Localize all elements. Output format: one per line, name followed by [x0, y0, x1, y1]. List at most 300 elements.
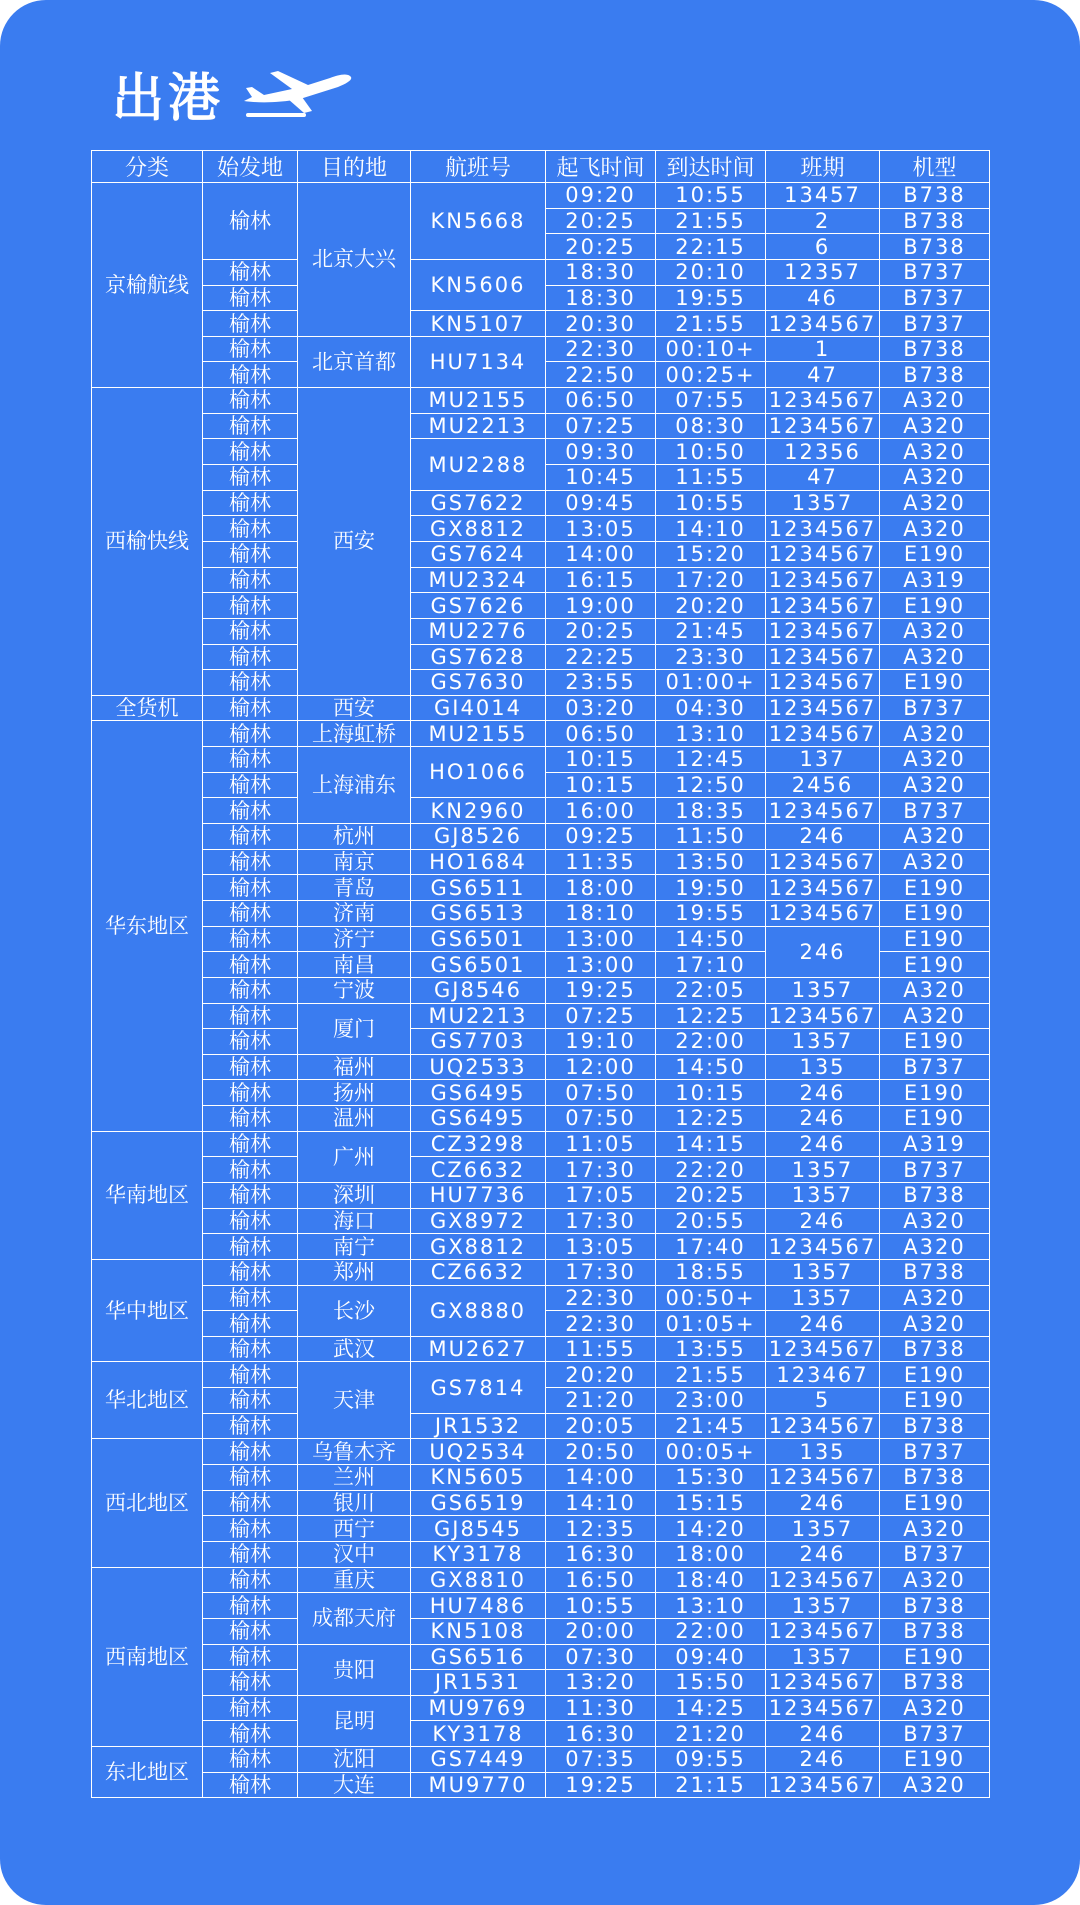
header-arrival-time: 到达时间 — [656, 151, 766, 183]
origin-cell: 榆林 — [203, 1029, 298, 1055]
schedule-days-cell: 1234567 — [766, 1618, 880, 1644]
schedule-days-cell: 2 — [766, 208, 880, 234]
flight-number-cell: KY3178 — [411, 1541, 546, 1567]
destination-cell: 汉中 — [298, 1541, 411, 1567]
aircraft-type-cell: E190 — [880, 926, 990, 952]
category-cell: 西榆快线 — [92, 388, 203, 696]
destination-cell: 昆明 — [298, 1695, 411, 1746]
schedule-days-cell: 1234567 — [766, 1336, 880, 1362]
table-row — [92, 1567, 990, 1593]
arrival-time-cell: 13:50 — [656, 849, 766, 875]
table-row — [92, 721, 990, 747]
table-row — [92, 1670, 990, 1696]
aircraft-type-cell: B738 — [880, 1182, 990, 1208]
destination-cell: 济南 — [298, 900, 411, 926]
arrival-time-cell: 10:55 — [656, 183, 766, 209]
flight-number-cell: MU2324 — [411, 567, 546, 593]
table-row — [92, 1106, 990, 1132]
origin-cell: 榆林 — [203, 875, 298, 901]
flight-number-cell: GS6501 — [411, 926, 546, 952]
arrival-time-cell: 21:15 — [656, 1772, 766, 1798]
destination-cell: 银川 — [298, 1490, 411, 1516]
departure-time-cell: 07:25 — [546, 413, 656, 439]
arrival-time-cell: 15:20 — [656, 541, 766, 567]
arrival-time-cell: 20:55 — [656, 1208, 766, 1234]
departure-time-cell: 19:10 — [546, 1029, 656, 1055]
departure-time-cell: 20:05 — [546, 1413, 656, 1439]
flight-number-cell: GS6513 — [411, 900, 546, 926]
arrival-time-cell: 17:40 — [656, 1234, 766, 1260]
origin-cell: 榆林 — [203, 1131, 298, 1157]
departure-time-cell: 16:30 — [546, 1721, 656, 1747]
origin-cell: 榆林 — [203, 1439, 298, 1465]
header — [112, 58, 356, 128]
arrival-time-cell: 15:30 — [656, 1465, 766, 1491]
departure-time-cell: 07:50 — [546, 1106, 656, 1132]
departure-time-cell: 14:10 — [546, 1490, 656, 1516]
table-row — [92, 439, 990, 465]
origin-cell: 榆林 — [203, 1388, 298, 1414]
departure-time-cell: 20:25 — [546, 234, 656, 260]
schedule-days-cell: 1234567 — [766, 1234, 880, 1260]
departure-time-cell: 13:05 — [546, 516, 656, 542]
header-aircraft-type: 机型 — [880, 151, 990, 183]
origin-cell: 榆林 — [203, 1567, 298, 1593]
flight-number-cell: KN5668 — [411, 183, 546, 260]
flight-number-cell: GS7630 — [411, 670, 546, 696]
table-row — [92, 824, 990, 850]
origin-cell: 榆林 — [203, 490, 298, 516]
arrival-time-cell: 12:25 — [656, 1106, 766, 1132]
schedule-days-cell: 135 — [766, 1054, 880, 1080]
table-row — [92, 1618, 990, 1644]
flight-number-cell: GJ8546 — [411, 977, 546, 1003]
destination-cell: 天津 — [298, 1362, 411, 1439]
schedule-days-cell: 246 — [766, 1106, 880, 1132]
departure-time-cell: 09:45 — [546, 490, 656, 516]
flight-number-cell: MU9769 — [411, 1695, 546, 1721]
aircraft-type-cell: E190 — [880, 593, 990, 619]
schedule-days-cell: 1234567 — [766, 695, 880, 721]
aircraft-type-cell: A320 — [880, 772, 990, 798]
destination-cell: 北京首都 — [298, 336, 411, 387]
aircraft-type-cell: A320 — [880, 1516, 990, 1542]
schedule-days-cell: 1234567 — [766, 413, 880, 439]
aircraft-type-cell: B738 — [880, 1413, 990, 1439]
table-row — [92, 388, 990, 414]
departure-time-cell: 20:50 — [546, 1439, 656, 1465]
origin-cell: 榆林 — [203, 1516, 298, 1542]
departure-time-cell: 10:15 — [546, 772, 656, 798]
aircraft-type-cell: A320 — [880, 618, 990, 644]
table-row — [92, 1772, 990, 1798]
arrival-time-cell: 00:25+ — [656, 362, 766, 388]
departure-time-cell: 07:50 — [546, 1080, 656, 1106]
aircraft-type-cell: E190 — [880, 1644, 990, 1670]
arrival-time-cell: 19:50 — [656, 875, 766, 901]
arrival-time-cell: 01:00+ — [656, 670, 766, 696]
arrival-time-cell: 09:40 — [656, 1644, 766, 1670]
destination-cell: 青岛 — [298, 875, 411, 901]
departure-time-cell: 20:00 — [546, 1618, 656, 1644]
origin-cell: 榆林 — [203, 1054, 298, 1080]
flight-number-cell: CZ6632 — [411, 1157, 546, 1183]
origin-cell: 榆林 — [203, 900, 298, 926]
aircraft-type-cell: A319 — [880, 1131, 990, 1157]
schedule-days-cell: 1357 — [766, 1029, 880, 1055]
arrival-time-cell: 21:45 — [656, 618, 766, 644]
aircraft-type-cell: B738 — [880, 336, 990, 362]
arrival-time-cell: 13:55 — [656, 1336, 766, 1362]
table-row — [92, 1029, 990, 1055]
aircraft-type-cell: B737 — [880, 695, 990, 721]
destination-cell: 成都天府 — [298, 1593, 411, 1644]
schedule-days-cell: 13457 — [766, 183, 880, 209]
table-body — [92, 183, 990, 1798]
flight-number-cell: GS6511 — [411, 875, 546, 901]
table-row — [92, 259, 990, 285]
origin-cell: 榆林 — [203, 1311, 298, 1337]
flight-number-cell: KN5108 — [411, 1618, 546, 1644]
destination-cell: 西安 — [298, 695, 411, 721]
table-row — [92, 541, 990, 567]
arrival-time-cell: 18:00 — [656, 1541, 766, 1567]
table-row — [92, 644, 990, 670]
schedule-days-cell: 1357 — [766, 1593, 880, 1619]
schedule-days-cell: 1234567 — [766, 1567, 880, 1593]
origin-cell: 榆林 — [203, 772, 298, 798]
arrival-time-cell: 20:10 — [656, 259, 766, 285]
origin-cell: 榆林 — [203, 183, 298, 260]
arrival-time-cell: 15:50 — [656, 1670, 766, 1696]
schedule-days-cell: 46 — [766, 285, 880, 311]
schedule-days-cell: 1234567 — [766, 541, 880, 567]
flight-number-cell: GI4014 — [411, 695, 546, 721]
flight-number-cell: HU7134 — [411, 336, 546, 387]
arrival-time-cell: 18:55 — [656, 1259, 766, 1285]
departure-time-cell: 10:45 — [546, 465, 656, 491]
arrival-time-cell: 12:25 — [656, 1003, 766, 1029]
schedule-days-cell: 1234567 — [766, 1695, 880, 1721]
table-row — [92, 1593, 990, 1619]
flight-number-cell: GS7628 — [411, 644, 546, 670]
aircraft-type-cell: A320 — [880, 1285, 990, 1311]
schedule-days-cell: 47 — [766, 362, 880, 388]
schedule-days-cell: 246 — [766, 1541, 880, 1567]
departure-time-cell: 22:25 — [546, 644, 656, 670]
schedule-days-cell: 6 — [766, 234, 880, 260]
origin-cell: 榆林 — [203, 1695, 298, 1721]
destination-cell: 福州 — [298, 1054, 411, 1080]
flight-number-cell: HU7736 — [411, 1182, 546, 1208]
aircraft-type-cell: B737 — [880, 1157, 990, 1183]
aircraft-type-cell: A320 — [880, 1003, 990, 1029]
flight-number-cell: MU2155 — [411, 388, 546, 414]
schedule-days-cell: 1357 — [766, 1516, 880, 1542]
flight-number-cell: JR1532 — [411, 1413, 546, 1439]
flight-number-cell: GS6495 — [411, 1106, 546, 1132]
departure-time-cell: 03:20 — [546, 695, 656, 721]
departure-time-cell: 06:50 — [546, 388, 656, 414]
departure-time-cell: 13:00 — [546, 952, 656, 978]
aircraft-type-cell: B737 — [880, 311, 990, 337]
departure-time-cell: 22:50 — [546, 362, 656, 388]
departure-time-cell: 07:25 — [546, 1003, 656, 1029]
destination-cell: 杭州 — [298, 824, 411, 850]
table-row — [92, 1208, 990, 1234]
aircraft-type-cell: B738 — [880, 1336, 990, 1362]
destination-cell: 重庆 — [298, 1567, 411, 1593]
schedule-days-cell: 5 — [766, 1388, 880, 1414]
departure-time-cell: 19:00 — [546, 593, 656, 619]
flight-number-cell: MU2288 — [411, 439, 546, 490]
schedule-days-cell: 1234567 — [766, 388, 880, 414]
table-row — [92, 1413, 990, 1439]
origin-cell: 榆林 — [203, 1413, 298, 1439]
flight-number-cell: JR1531 — [411, 1670, 546, 1696]
departure-time-cell: 22:30 — [546, 1311, 656, 1337]
schedule-days-cell: 246 — [766, 1080, 880, 1106]
schedule-days-cell: 1234567 — [766, 516, 880, 542]
aircraft-type-cell: B737 — [880, 285, 990, 311]
departure-time-cell: 17:30 — [546, 1259, 656, 1285]
flight-number-cell: GS7449 — [411, 1747, 546, 1773]
table-row — [92, 747, 990, 773]
aircraft-type-cell: B738 — [880, 183, 990, 209]
table-row — [92, 413, 990, 439]
aircraft-type-cell: A320 — [880, 644, 990, 670]
departure-time-cell: 12:35 — [546, 1516, 656, 1542]
destination-cell: 广州 — [298, 1131, 411, 1182]
schedule-days-cell: 1234567 — [766, 618, 880, 644]
destination-cell: 郑州 — [298, 1259, 411, 1285]
flight-number-cell: HU7486 — [411, 1593, 546, 1619]
table-row — [92, 1234, 990, 1260]
origin-cell: 榆林 — [203, 618, 298, 644]
table-row — [92, 1490, 990, 1516]
schedule-days-cell: 1234567 — [766, 798, 880, 824]
arrival-time-cell: 14:50 — [656, 1054, 766, 1080]
category-cell: 西北地区 — [92, 1439, 203, 1567]
aircraft-type-cell: B738 — [880, 234, 990, 260]
flight-number-cell: KN5107 — [411, 311, 546, 337]
schedule-days-cell: 1234567 — [766, 567, 880, 593]
departure-time-cell: 19:25 — [546, 977, 656, 1003]
arrival-time-cell: 13:10 — [656, 1593, 766, 1619]
origin-cell: 榆林 — [203, 747, 298, 773]
departure-time-cell: 16:50 — [546, 1567, 656, 1593]
flight-number-cell: MU9770 — [411, 1772, 546, 1798]
arrival-time-cell: 00:10+ — [656, 336, 766, 362]
arrival-time-cell: 10:50 — [656, 439, 766, 465]
aircraft-type-cell: A320 — [880, 721, 990, 747]
departure-time-cell: 18:10 — [546, 900, 656, 926]
departure-time-cell: 11:30 — [546, 1695, 656, 1721]
arrival-time-cell: 10:15 — [656, 1080, 766, 1106]
destination-cell: 厦门 — [298, 1003, 411, 1054]
destination-cell: 沈阳 — [298, 1747, 411, 1773]
table-row — [92, 1080, 990, 1106]
table-row — [92, 1439, 990, 1465]
origin-cell: 榆林 — [203, 670, 298, 696]
arrival-time-cell: 22:00 — [656, 1029, 766, 1055]
table-row — [92, 1695, 990, 1721]
aircraft-type-cell: A320 — [880, 490, 990, 516]
aircraft-type-cell: B737 — [880, 1541, 990, 1567]
origin-cell: 榆林 — [203, 1157, 298, 1183]
schedule-days-cell: 12356 — [766, 439, 880, 465]
destination-cell: 上海浦东 — [298, 747, 411, 824]
destination-cell: 深圳 — [298, 1182, 411, 1208]
aircraft-type-cell: B738 — [880, 362, 990, 388]
category-cell: 西南地区 — [92, 1567, 203, 1746]
arrival-time-cell: 10:55 — [656, 490, 766, 516]
schedule-days-cell: 246 — [766, 1490, 880, 1516]
origin-cell: 榆林 — [203, 1772, 298, 1798]
arrival-time-cell: 21:55 — [656, 208, 766, 234]
aircraft-type-cell: A320 — [880, 849, 990, 875]
schedule-days-cell: 246 — [766, 1747, 880, 1773]
departure-time-cell: 09:30 — [546, 439, 656, 465]
flight-number-cell: GS6519 — [411, 1490, 546, 1516]
aircraft-type-cell: A320 — [880, 1234, 990, 1260]
aircraft-type-cell: E190 — [880, 670, 990, 696]
schedule-days-cell: 1234567 — [766, 900, 880, 926]
origin-cell: 榆林 — [203, 259, 298, 285]
arrival-time-cell: 01:05+ — [656, 1311, 766, 1337]
schedule-days-cell: 1234567 — [766, 1003, 880, 1029]
table-row — [92, 1259, 990, 1285]
flight-number-cell: GS6516 — [411, 1644, 546, 1670]
origin-cell: 榆林 — [203, 1234, 298, 1260]
aircraft-type-cell: E190 — [880, 875, 990, 901]
table-row — [92, 1516, 990, 1542]
departure-time-cell: 14:00 — [546, 541, 656, 567]
departure-time-cell: 17:30 — [546, 1208, 656, 1234]
arrival-time-cell: 04:30 — [656, 695, 766, 721]
header-departure-time: 起飞时间 — [546, 151, 656, 183]
schedule-days-cell: 1234567 — [766, 875, 880, 901]
departure-time-cell: 11:55 — [546, 1336, 656, 1362]
flight-number-cell: GX8812 — [411, 1234, 546, 1260]
schedule-days-cell: 246 — [766, 1131, 880, 1157]
schedule-days-cell: 246 — [766, 926, 880, 977]
aircraft-type-cell: A320 — [880, 1208, 990, 1234]
schedule-days-cell: 1234567 — [766, 311, 880, 337]
table-row — [92, 849, 990, 875]
origin-cell: 榆林 — [203, 516, 298, 542]
destination-cell: 宁波 — [298, 977, 411, 1003]
table-row — [92, 1465, 990, 1491]
arrival-time-cell: 09:55 — [656, 1747, 766, 1773]
arrival-time-cell: 07:55 — [656, 388, 766, 414]
table-row — [92, 1182, 990, 1208]
origin-cell: 榆林 — [203, 1618, 298, 1644]
table-row — [92, 670, 990, 696]
table-row — [92, 618, 990, 644]
header-flight-number: 航班号 — [411, 151, 546, 183]
aircraft-type-cell: B737 — [880, 1054, 990, 1080]
aircraft-type-cell: A320 — [880, 388, 990, 414]
arrival-time-cell: 20:20 — [656, 593, 766, 619]
flight-number-cell: GX8812 — [411, 516, 546, 542]
aircraft-type-cell: A320 — [880, 1311, 990, 1337]
departure-time-cell: 12:00 — [546, 1054, 656, 1080]
schedule-days-cell: 1234567 — [766, 849, 880, 875]
destination-cell: 长沙 — [298, 1285, 411, 1336]
arrival-time-cell: 00:05+ — [656, 1439, 766, 1465]
table-row — [92, 1285, 990, 1311]
arrival-time-cell: 14:10 — [656, 516, 766, 542]
flight-number-cell: KN5606 — [411, 259, 546, 310]
arrival-time-cell: 08:30 — [656, 413, 766, 439]
aircraft-type-cell: B738 — [880, 1670, 990, 1696]
arrival-time-cell: 22:00 — [656, 1618, 766, 1644]
departure-time-cell: 13:00 — [546, 926, 656, 952]
schedule-days-cell: 137 — [766, 747, 880, 773]
origin-cell: 榆林 — [203, 1747, 298, 1773]
origin-cell: 榆林 — [203, 1182, 298, 1208]
origin-cell: 榆林 — [203, 1490, 298, 1516]
departure-time-cell: 11:35 — [546, 849, 656, 875]
table-row — [92, 695, 990, 721]
airplane-icon — [238, 63, 356, 123]
aircraft-type-cell: A319 — [880, 567, 990, 593]
aircraft-type-cell: B738 — [880, 1259, 990, 1285]
flight-number-cell: MU2213 — [411, 1003, 546, 1029]
schedule-days-cell: 1234567 — [766, 1772, 880, 1798]
destination-cell: 兰州 — [298, 1465, 411, 1491]
origin-cell: 榆林 — [203, 465, 298, 491]
table-row — [92, 875, 990, 901]
header-origin: 始发地 — [203, 151, 298, 183]
aircraft-type-cell: E190 — [880, 952, 990, 978]
departure-time-cell: 19:25 — [546, 1772, 656, 1798]
aircraft-type-cell: B738 — [880, 208, 990, 234]
arrival-time-cell: 19:55 — [656, 900, 766, 926]
origin-cell: 榆林 — [203, 1721, 298, 1747]
schedule-days-cell: 2456 — [766, 772, 880, 798]
table-row — [92, 1747, 990, 1773]
flight-number-cell: MU2155 — [411, 721, 546, 747]
arrival-time-cell: 14:25 — [656, 1695, 766, 1721]
departure-time-cell: 20:25 — [546, 208, 656, 234]
aircraft-type-cell: E190 — [880, 1029, 990, 1055]
table-row — [92, 798, 990, 824]
arrival-time-cell: 20:25 — [656, 1182, 766, 1208]
arrival-time-cell: 18:40 — [656, 1567, 766, 1593]
table-row — [92, 1003, 990, 1029]
destination-cell: 大连 — [298, 1772, 411, 1798]
origin-cell: 榆林 — [203, 285, 298, 311]
schedule-days-cell: 1234567 — [766, 1670, 880, 1696]
departure-time-cell: 21:20 — [546, 1388, 656, 1414]
departure-time-cell: 22:30 — [546, 336, 656, 362]
schedule-days-cell: 47 — [766, 465, 880, 491]
departure-time-cell: 20:25 — [546, 618, 656, 644]
arrival-time-cell: 14:20 — [656, 1516, 766, 1542]
flight-number-cell: MU2627 — [411, 1336, 546, 1362]
flight-number-cell: HO1684 — [411, 849, 546, 875]
destination-cell: 北京大兴 — [298, 183, 411, 337]
flight-number-cell: KY3178 — [411, 1721, 546, 1747]
flight-number-cell: GS6501 — [411, 952, 546, 978]
aircraft-type-cell: A320 — [880, 747, 990, 773]
origin-cell: 榆林 — [203, 1336, 298, 1362]
category-cell: 华南地区 — [92, 1131, 203, 1259]
destination-cell: 南京 — [298, 849, 411, 875]
departure-time-cell: 10:55 — [546, 1593, 656, 1619]
